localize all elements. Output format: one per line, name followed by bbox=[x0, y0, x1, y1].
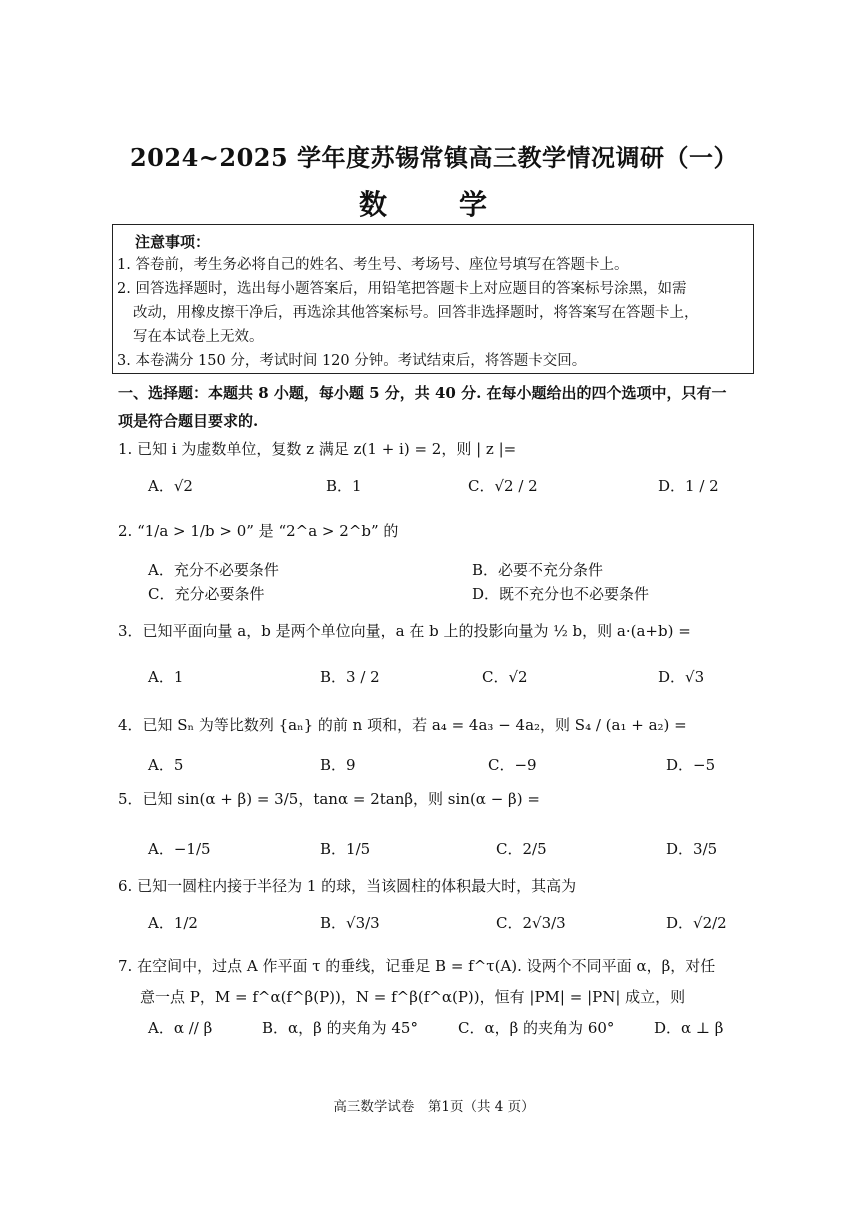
question-6-option-c: C．2√3/3 bbox=[496, 914, 566, 932]
notice-box bbox=[112, 224, 754, 374]
question-7-stem-line-1: 7. 在空间中，过点 A 作平面 τ 的垂线，记垂足 B = f^τ(A). 设两个不同平面 α，β，对任 bbox=[118, 957, 716, 975]
question-4-option-b: B．9 bbox=[320, 756, 356, 774]
question-4-stem: 4．已知 Sₙ 为等比数列 {aₙ} 的前 n 项和，若 a₄ = 4a₃ − 4a₂，则 S₄ / (a₁ + a₂) = bbox=[118, 716, 687, 734]
notice-line-2: 2. 回答选择题时，选出每小题答案后，用铅笔把答题卡上对应题目的答案标号涂黑，如需 bbox=[117, 281, 687, 297]
question-2-option-c: C．充分必要条件 bbox=[148, 585, 265, 603]
question-4-option-c: C．−9 bbox=[488, 756, 537, 774]
question-1-option-a: A．√2 bbox=[148, 477, 193, 495]
question-3-option-a: A．1 bbox=[148, 668, 184, 686]
question-6-stem: 6. 已知一圆柱内接于半径为 1 的球，当该圆柱的体积最大时，其高为 bbox=[118, 877, 577, 895]
question-3-option-c: C．√2 bbox=[482, 668, 528, 686]
question-5-option-a: A．−1/5 bbox=[148, 840, 211, 858]
question-4-option-d: D．−5 bbox=[666, 756, 716, 774]
subject-heading: 数 学 bbox=[358, 188, 509, 221]
question-5-stem: 5．已知 sin(α + β) = 3/5，tanα = 2tanβ，则 sin(α − β) = bbox=[118, 790, 540, 808]
notice-line-3: 改动，用橡皮擦干净后，再选涂其他答案标号。回答非选择题时，将答案写在答题卡上， bbox=[133, 305, 699, 321]
section-heading-line-2: 项是符合题目要求的. bbox=[118, 412, 259, 430]
notice-line-1: 1. 答卷前，考生务必将自己的姓名、考生号、考场号、座位号填写在答题卡上。 bbox=[117, 257, 629, 273]
question-7-option-d: D．α ⊥ β bbox=[654, 1019, 724, 1037]
question-5-option-c: C．2/5 bbox=[496, 840, 547, 858]
question-1-option-d: D．1 / 2 bbox=[658, 477, 719, 495]
question-6-option-b: B．√3/3 bbox=[320, 914, 380, 932]
question-6-option-d: D．√2/2 bbox=[666, 914, 727, 932]
question-1-option-b: B．1 bbox=[326, 477, 362, 495]
notice-line-5: 3. 本卷满分 150 分，考试时间 120 分钟。考试结束后，将答题卡交回。 bbox=[117, 353, 587, 369]
section-heading-line-1: 一、选择题：本题共 8 小题，每小题 5 分，共 40 分. 在每小题给出的四个选项中，只有一 bbox=[118, 384, 727, 402]
question-3-option-d: D．√3 bbox=[658, 668, 705, 686]
question-2-option-d: D．既不充分也不必要条件 bbox=[472, 585, 650, 603]
question-2-stem: 2. “1/a > 1/b > 0” 是 “2^a > 2^b” 的 bbox=[118, 522, 399, 540]
question-5-option-d: D．3/5 bbox=[666, 840, 718, 858]
question-7-option-a: A．α // β bbox=[148, 1019, 213, 1037]
page-title: 2024~2025 学年度苏锡常镇高三教学情况调研（一） bbox=[129, 143, 739, 172]
question-2-option-a: A．充分不必要条件 bbox=[148, 561, 279, 579]
question-1-stem: 1. 已知 i 为虚数单位，复数 z 满足 z(1 + i) = 2，则 | z |= bbox=[118, 440, 517, 458]
question-3-stem: 3．已知平面向量 a，b 是两个单位向量，a 在 b 上的投影向量为 ½ b，则 a·(a+b) = bbox=[118, 622, 691, 640]
notice-heading: 注意事项： bbox=[135, 233, 211, 251]
question-7-option-b: B．α，β 的夹角为 45° bbox=[262, 1019, 418, 1037]
question-4-option-a: A．5 bbox=[148, 756, 184, 774]
question-3-option-b: B．3 / 2 bbox=[320, 668, 380, 686]
question-1-option-c: C．√2 / 2 bbox=[468, 477, 538, 495]
question-2-option-b: B．必要不充分条件 bbox=[472, 561, 604, 579]
question-5-option-b: B．1/5 bbox=[320, 840, 371, 858]
page-footer: 高三数学试卷 第1页（共 4 页） bbox=[333, 1099, 535, 1115]
notice-line-4: 写在本试卷上无效。 bbox=[133, 329, 264, 345]
question-7-option-c: C．α，β 的夹角为 60° bbox=[458, 1019, 615, 1037]
question-7-stem-line-2: 意一点 P，M = f^α(f^β(P))，N = f^β(f^α(P))，恒有 |PM| = |PN| 成立，则 bbox=[140, 988, 686, 1006]
question-6-option-a: A．1/2 bbox=[148, 914, 198, 932]
